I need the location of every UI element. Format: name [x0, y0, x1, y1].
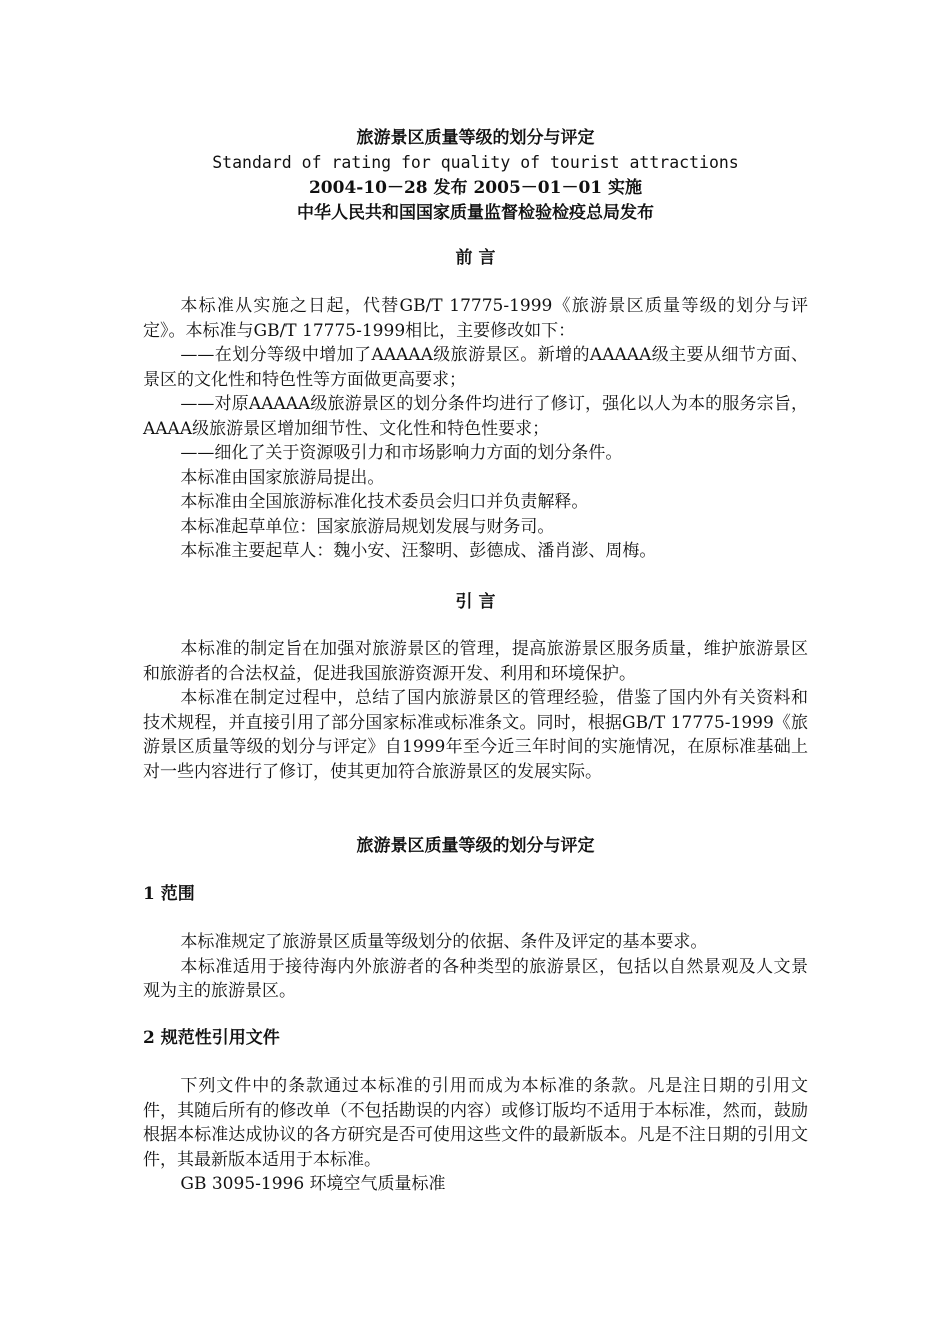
document-title: 旅游景区质量等级的划分与评定: [356, 128, 595, 148]
section-2-paragraph: 下列文件中的条款通过本标准的引用而成为本标准的条款。凡是注日期的引用文件，其随后所有的修改单（不包括勘误的内容）或修订版均不适用于本标准，然而，鼓励根据本标准达成协议的各方研究是否可使用这些文件的最新版本。凡是不注日期的引用文件，其最新版本适用于本标准。: [143, 1076, 808, 1170]
introduction-paragraph: 本标准在制定过程中，总结了国内旅游景区的管理经验，借鉴了国内外有关资料和技术规程，并直接引用了部分国家标准或标准条文。同时，根据GB/T 17775-1999《旅游景区质量等级的划分与评定》自1999年至今近三年时间的实施情况，在原标准基础上对一些内容进行了修订，使其更加符合旅游景区的发展实际。: [143, 688, 808, 782]
reference-item: GB 3095-1996 环境空气质量标准: [180, 1174, 446, 1194]
section-1-paragraph: 本标准适用于接待海内外旅游者的各种类型的旅游景区，包括以自然景观及人文景观为主的旅游景区。: [143, 956, 808, 1001]
foreword-paragraph: 本标准由国家旅游局提出。: [180, 467, 385, 488]
body-title: 旅游景区质量等级的划分与评定: [356, 836, 595, 856]
section-1-paragraph: 本标准规定了旅游景区质量等级划分的依据、条件及评定的基本要求。: [180, 932, 708, 952]
introduction-paragraph: 本标准的制定旨在加强对旅游景区的管理，提高旅游景区服务质量，维护旅游景区和旅游者的合法权益，促进我国旅游资源开发、利用和环境保护。: [143, 639, 808, 684]
foreword-paragraph: 本标准起草单位：国家旅游局规划发展与财务司。: [180, 516, 555, 537]
english-title: Standard of rating for quality of tourist attractions: [212, 153, 739, 172]
foreword-paragraph: ——在划分等级中增加了AAAAA级旅游景区。新增的AAAAA级主要从细节方面、景区的文化性和特色性等方面做更高要求；: [143, 345, 808, 390]
section-2-body: [143, 1074, 808, 1197]
foreword-heading: 前 言: [455, 248, 496, 268]
section-2-heading: 2 规范性引用文件: [143, 1028, 280, 1048]
publisher-line: 中华人民共和国国家质量监督检验检疫总局发布: [297, 203, 654, 223]
introduction-body: [143, 637, 808, 784]
foreword-paragraph: 本标准从实施之日起，代替GB/T 17775-1999《旅游景区质量等级的划分与评定》。本标准与GB/T 17775-1999相比，主要修改如下：: [143, 296, 808, 341]
foreword-paragraph: 本标准由全国旅游标准化技术委员会归口并负责解释。: [180, 492, 589, 512]
issue-dates: 2004-10－28 发布 2005－01－01 实施: [308, 178, 643, 198]
foreword-body: [143, 294, 808, 564]
foreword-paragraph: 本标准主要起草人：魏小安、汪黎明、彭德成、潘肖澎、周梅。: [180, 541, 657, 561]
introduction-heading: 引 言: [455, 592, 496, 612]
foreword-paragraph: ——对原AAAAA级旅游景区的划分条件均进行了修订，强化以人为本的服务宗旨，AAAA级旅游景区增加细节性、文化性和特色性要求；: [143, 394, 808, 439]
section-1-heading: 1 范围: [143, 884, 195, 904]
foreword-paragraph: ——细化了关于资源吸引力和市场影响力方面的划分条件。: [180, 443, 623, 463]
section-1-body: [143, 930, 808, 1004]
